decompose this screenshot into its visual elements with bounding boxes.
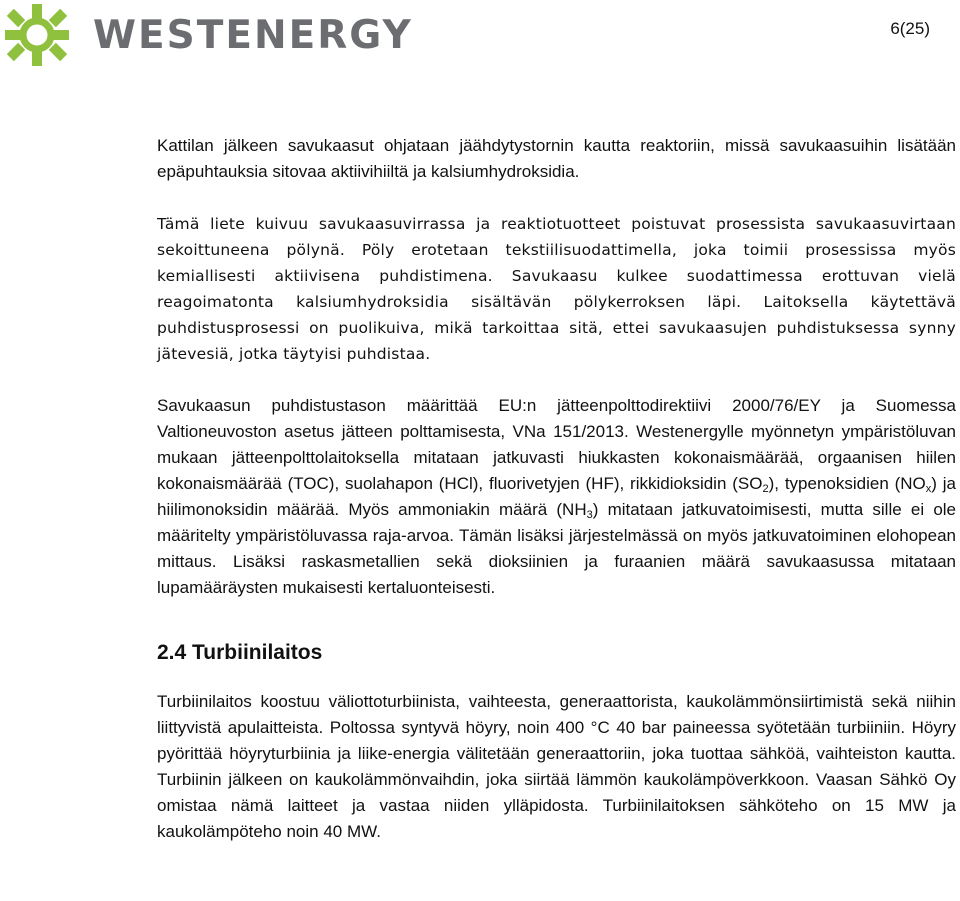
subscript-nox: x — [925, 483, 932, 495]
paragraph-turbine: Turbiinilaitos koostuu väliottoturbiinista, vaihteesta, generaattorista, kaukolämmönsiirtimistä sekä niihin liittyvistä apulaitteista. Poltossa syntyvä höyry, noin 400 °C 40 bar paineessa syötetään turbiiniin. Höyry pyörittää höyryturbiinia ja liike-energia välitetään generaattoriin, joka tuottaa sähköä, vaihteiston kautta. Turbiinin jälkeen on kaukolämmönvaihdin, joka siirtää lämmön kaukolämpöverkkoon. Vaasan Sähkö Oy omistaa nämä laitteet ja vastaa niiden ylläpidosta. Turbiinilaitoksen sähköteho on 15 MW ja kaukolämpöteho noin 40 MW. — [157, 692, 956, 841]
section-heading: 2.4 Turbiinilaitos — [157, 641, 323, 664]
document-body — [157, 133, 956, 845]
westenergy-logo — [3, 2, 413, 68]
paragraph-filter-part2: Savukaasu kulkee suodattimessa erottuvan vielä reagoimatonta kalsiumhydroksidia sisältävän pölykerroksen läpi. — [157, 267, 956, 311]
paragraph-emissions — [157, 393, 956, 601]
subscript-so2: 2 — [762, 483, 769, 495]
paragraph-flue-gas: Kattilan jälkeen savukaasut ohjataan jäähdytystornin kautta reaktoriin, missä savukaasuihin lisätään epäpuhtauksia sitovaa aktiivihiiltä ja kalsiumhydroksidia. — [157, 136, 956, 181]
emissions-text-4: ) mitataan jatkuvatoimisesti, mutta sille ei ole määritelty ympäristöluvassa raja-arvoa. Tämän lisäksi järjestelmässä on myös jatkuvatoiminen elohopean mittaus. Lisäksi raskasmetallien sekä dioksiinien ja furaanien määrä savukaasussa mitataan lupamääräysten mukaisesti kertaluonteisesti. — [157, 500, 957, 597]
emissions-text-1: Savukaasun puhdistustason määrittää EU:n jätteenpolttodirektiivi 2000/76/EY ja Suomessa Valtioneuvoston asetus jätteen polttamisesta, VNa 151/2013. Westenergylle myönnetyn ympäristöluvan mukaan jätteenpolttolaitoksella mitataan jatkuvasti hiukkasten kokonaismäärää, orgaanisen hiilen kokonaismäärää (TOC), suolahapon (HCl), fluorivetyjen (HF), rikkidioksidin (SO — [157, 396, 956, 493]
paragraph-filter-part3: Laitoksella käytettävä puhdistusprosessi on puolikuiva, mikä tarkoittaa sitä, ettei savukaasujen puhdistuksessa synny jätevesiä, jotka täytyisi puhdistaa. — [157, 293, 956, 363]
emissions-text-2: ), typenoksidien (NO — [768, 474, 926, 493]
page-number: 6(25) — [890, 19, 930, 38]
sun-gear-icon — [3, 2, 71, 68]
paragraph-filter — [157, 211, 956, 367]
paragraph-filter-part1: Tämä liete kuivuu savukaasuvirrassa ja reaktiotuotteet poistuvat prosessista savukaasuvirtaan sekoittuneena pölynä. Pöly erotetaan tekstiilisuodattimella, joka toimii prosessissa myös kemiallisesti aktiivisena puhdistimena. — [157, 215, 956, 285]
subscript-nh3: 3 — [586, 509, 593, 521]
brand-name: WESTENERGY — [93, 12, 413, 58]
emissions-text-3: ) ja hiilimonoksidin määrää. Myös ammoniakin määrä (NH — [157, 474, 957, 519]
